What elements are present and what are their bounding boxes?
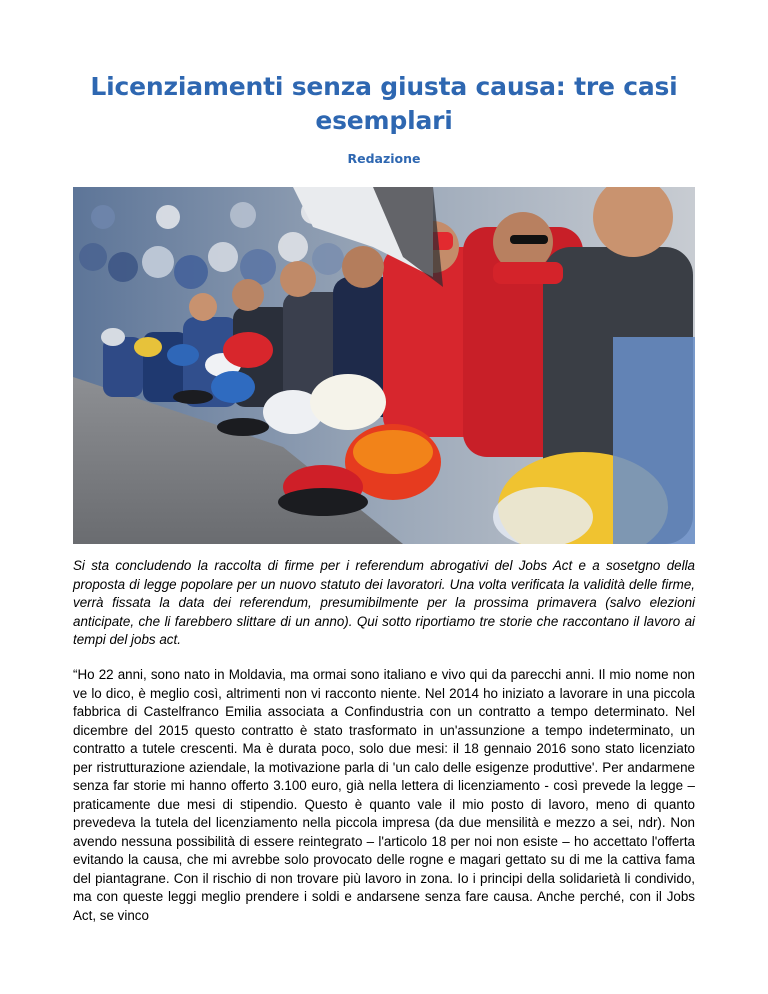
- article-photo: [73, 187, 695, 544]
- article-author: Redazione: [347, 151, 421, 166]
- article-title: Licenziamenti senza giusta causa: tre casi esemplari: [90, 72, 678, 135]
- article-body: “Ho 22 anni, sono nato in Moldavia, ma ormai sono italiano e vivo qui da parecchi anni. Il mio nome non ve lo dico, è meglio così, altrimenti non vi racconto niente. Nel 2014 ho iniziato a lavorare in una piccola fabbrica di Castelfranco Emilia associata a Confindustria con un contratto a tempo determinato. Nel dicembre del 2015 questo contratto è stato trasformato in un'assunzione a tempo indeterminato, un contratto a tutele crescenti. Ma è durata poco, solo due mesi: il 18 gennaio 2016 sono stato licenziato per ristrutturazione aziendale, la motivazione parla di 'un calo delle esigenze produttive'. Per andarmene senza far storie mi hanno offerto 3.100 euro, già nella lettera di licenziamento - così prevede la legge – praticamente due mesi di stipendio. Questo è quanto vale il mio posto di lavoro, meno di quanto prevedeva la tutela del licenziamento nella piccola impresa (da due mensilità e mezzo a sei, ndr). Non avendo nessuna possibilità di essere reintegrato – l'articolo 18 per noi non esiste – ho accettato l'offerta evitando la causa, che mi avrebbe solo provocato delle rogne e magari gettato su di me la cattiva fama del piantagrane. Con il rischio di non trovare più lavoro in zona. Io i principi della solidarietà li condivido, ma con queste leggi meglio prendere i soldi e andarsene senza fare causa. Anche perché, con il Jobs Act, se vinco: [73, 667, 695, 923]
- article-intro: Si sta concludendo la raccolta di firme per i referendum abrogativi del Jobs Act e a sosetgno della proposta di legge popolare per un nuovo statuto dei lavoratori. Una volta verificata la validità delle firme, verrà fissata la data dei referendum, presumibilmente per la prossima primavera (salvo elezioni anticipate, che li farebbero slittare di un anno). Qui sotto riportiamo tre storie che raccontano il lavoro ai tempi del jobs act.: [73, 558, 695, 647]
